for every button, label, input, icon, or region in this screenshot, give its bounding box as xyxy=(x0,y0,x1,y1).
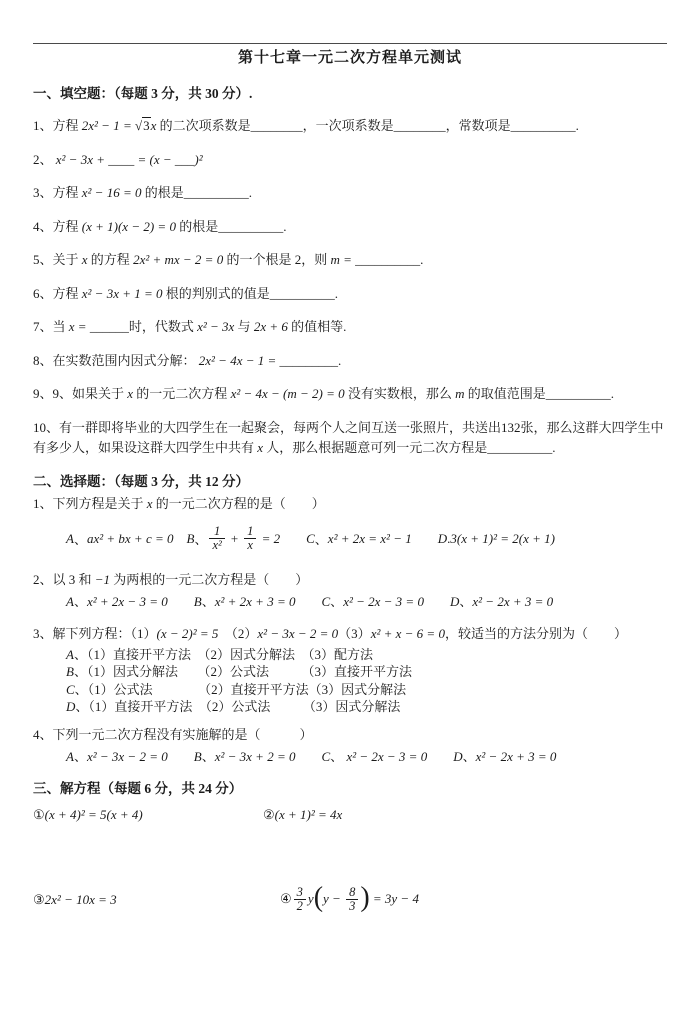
text: 的一元二次方程的是（ ） xyxy=(152,495,325,511)
math-text: x xyxy=(146,495,153,511)
text: 、 xyxy=(73,593,87,609)
text: 没有实数根，那么 xyxy=(344,386,456,401)
math-text: m xyxy=(455,386,465,401)
math-text: = (x − xyxy=(137,151,175,167)
math-text: x² + 2x − 3 = 0 xyxy=(86,593,168,609)
text: 、 xyxy=(462,748,476,764)
text: ① xyxy=(33,806,45,822)
text: （3） xyxy=(338,625,371,641)
text xyxy=(168,749,194,764)
fraction-numerator: 8 xyxy=(349,884,356,899)
math-text: 2x + 6 xyxy=(253,319,288,334)
math-text: D xyxy=(437,530,448,546)
math-text: (x + 1)² = 4x xyxy=(274,806,343,822)
text: 1、下列方程是关于 xyxy=(33,495,147,511)
section2-heading: 二、选择题：（每题 3 分，共 12 分） xyxy=(33,473,249,489)
section1-question-2 xyxy=(33,150,667,171)
math-text: x² − 16 = 0 xyxy=(81,185,142,200)
text: ② xyxy=(263,806,275,822)
text: 4、下列一元二次方程没有实施解的是（ ） xyxy=(33,726,313,742)
math-text: A xyxy=(66,593,74,609)
equation-3 xyxy=(33,892,263,908)
section2-question-3-option-b xyxy=(66,663,667,681)
fraction-denominator: 2 xyxy=(294,899,306,914)
section2-question-3-option-d xyxy=(66,698,667,716)
text: ______时，代数式 xyxy=(89,319,198,334)
text: 、 xyxy=(201,593,215,609)
section1-question-6 xyxy=(33,284,667,305)
text: 9、9、如果关于 xyxy=(33,386,128,401)
text xyxy=(295,749,321,764)
section1-question-9 xyxy=(33,384,667,405)
fraction-numerator: 1 xyxy=(247,523,254,538)
text: __________. xyxy=(355,252,424,267)
math-text: x² + 2x + 3 = 0 xyxy=(214,593,296,609)
text: 的一个根是 2，则 xyxy=(223,252,331,267)
math-text: x = xyxy=(68,319,90,334)
text xyxy=(174,529,187,548)
text: 的一元二次方程 xyxy=(133,386,231,401)
math-text: −1 xyxy=(94,571,111,587)
text: . xyxy=(447,530,451,546)
section1-question-7 xyxy=(33,317,667,338)
math-text: B xyxy=(66,664,74,679)
text: 、 xyxy=(194,532,208,547)
math-text: m = xyxy=(330,252,356,267)
text xyxy=(412,529,438,548)
math-text: 2x² − 10x = 3 xyxy=(44,891,117,907)
text: 、 xyxy=(330,748,347,764)
fraction xyxy=(294,886,306,914)
math-text: B xyxy=(186,530,195,546)
math-text: x² + x − 6 = 0 xyxy=(370,625,445,641)
text: ____ xyxy=(108,151,138,167)
equation-1 xyxy=(33,807,263,823)
math-text: D xyxy=(453,748,463,764)
text: 、 xyxy=(201,748,215,764)
worksheet-page xyxy=(0,43,700,923)
text: 7、当 xyxy=(33,319,69,334)
text: 为两根的一元二次方程是（ ） xyxy=(110,571,309,587)
text: 、 xyxy=(330,593,344,609)
math-text: x² − 3x + 1 = 0 xyxy=(81,285,163,301)
math-text: A xyxy=(66,646,74,662)
math-text: x² − 3x − 2 = 0 xyxy=(257,625,339,641)
section1-question-8 xyxy=(33,351,667,372)
text: 的根是__________. xyxy=(141,185,252,200)
math-text: x xyxy=(257,440,264,455)
text: 的二次项系数是________，一次项系数是________，常数项是__________. xyxy=(156,118,579,133)
text: 与 xyxy=(234,319,254,334)
text: 、（1）直接开平方法 （2）因式分解法 （3）配方法 xyxy=(73,646,373,662)
text: 1、方程 xyxy=(33,118,82,133)
math-text: 2x² + mx − 2 = 0 xyxy=(133,252,224,267)
text: 的值相等. xyxy=(287,319,347,334)
math-text: x xyxy=(127,386,134,401)
text: 2、 xyxy=(33,151,56,167)
document-title: 第十七章一元二次方程单元测试 xyxy=(237,50,462,66)
section2-question-1-stem xyxy=(33,494,667,514)
text: 、 xyxy=(314,532,328,547)
text: 根的判别式的值是__________. xyxy=(162,285,339,301)
section2-question-4-stem xyxy=(33,725,667,745)
math-text: y − xyxy=(323,890,345,906)
text: 、（1）直接开平方法 （2）公式法 （3）因式分解法 xyxy=(75,699,401,714)
big-paren: ( xyxy=(313,881,324,913)
section1-heading: 一、填空题：（每题 3 分，共 30 分）. xyxy=(33,86,253,101)
section2-question-1-options xyxy=(66,516,667,562)
section3-equation-row-2 xyxy=(33,877,667,923)
fraction-denominator: x xyxy=(244,538,256,553)
math-text: = 3y − 4 xyxy=(369,890,419,906)
text: 6、方程 xyxy=(33,285,82,301)
math-text: = 2 xyxy=(258,530,281,546)
text: 4、方程 xyxy=(33,218,82,234)
text: 10、有一群即将毕业的大四学生在一起聚会，每两个人之间互送一张照片，共送出132张，那么这群大四学生中有多少人，如果设这群大四学生中共有 xyxy=(33,419,664,455)
section2-question-3-option-a xyxy=(66,646,667,664)
text xyxy=(280,529,306,548)
math-text: D xyxy=(66,699,76,714)
text: 的方程 xyxy=(87,252,134,267)
section1-question-4 xyxy=(33,217,667,238)
radical-sign: √ xyxy=(134,118,143,133)
math-text: 2x² − 4x − 1 = xyxy=(198,352,280,368)
math-text: x xyxy=(81,252,88,267)
section1-question-3 xyxy=(33,183,667,204)
math-text: C xyxy=(66,681,75,697)
math-text: x xyxy=(150,118,157,133)
math-text: A xyxy=(66,748,74,764)
text: ___ xyxy=(174,151,195,167)
text: 3、解下列方程：（1） xyxy=(33,625,157,641)
section2-question-2-stem xyxy=(33,570,667,590)
math-text: x² − 3x + 2 = 0 xyxy=(214,748,296,764)
section2-question-2-options xyxy=(66,592,667,612)
fraction-denominator: x² xyxy=(209,538,224,553)
text xyxy=(427,749,453,764)
text: ④ xyxy=(280,890,292,906)
math-text: D xyxy=(449,593,460,609)
text xyxy=(168,594,194,609)
math-text: C xyxy=(321,748,331,764)
section3-heading: 三、解方程（每题 6 分，共 24 分） xyxy=(33,780,243,796)
math-text: 3(x + 1)² = 2(x + 1) xyxy=(450,530,555,546)
math-text: x² − 3x + xyxy=(55,151,109,167)
math-text: B xyxy=(193,748,202,764)
text: 的根是__________. xyxy=(175,218,287,234)
math-text: (x − 2)² = 5 xyxy=(156,625,219,641)
radicand: 3 xyxy=(143,118,150,133)
text: 、（1）因式分解法 （2）公式法 （3）直接开平方法 xyxy=(73,664,412,679)
math-text: C xyxy=(321,593,331,609)
text: 2、以 3 和 xyxy=(33,571,95,587)
top-rule xyxy=(33,43,667,44)
text: 人，那么根据题意可列一元二次方程是__________. xyxy=(263,440,556,455)
text: ③ xyxy=(33,891,45,907)
math-text: x² − 2x + 3 = 0 xyxy=(475,748,557,764)
text: 8、在实数范围内因式分解： xyxy=(33,352,199,368)
equation-2 xyxy=(263,807,667,823)
math-text: ax² + bx + c = 0 xyxy=(86,530,174,546)
section1-question-5 xyxy=(33,250,667,271)
math-text: x² − 3x xyxy=(197,319,235,334)
math-text: 2x² − 1 = xyxy=(81,118,135,133)
section2-question-4-options xyxy=(66,747,667,767)
section3-equation-row-1 xyxy=(33,803,667,827)
big-paren: ) xyxy=(360,881,370,913)
math-text: (x + 1)(x − 2) = 0 xyxy=(81,218,176,234)
math-text: + xyxy=(226,530,243,546)
math-text: x² + 2x = x² − 1 xyxy=(327,530,412,546)
math-text: A xyxy=(66,530,74,546)
text xyxy=(295,594,321,609)
fraction xyxy=(346,886,358,914)
text: 、 xyxy=(73,532,87,547)
math-text: C xyxy=(306,530,315,546)
math-text: x² − 2x − 3 = 0 xyxy=(343,593,424,609)
text: ，较适当的方法分别为（ ） xyxy=(444,625,627,641)
text xyxy=(424,594,450,609)
math-text: (x + 4)² = 5(x + 4) xyxy=(44,806,143,822)
text: _________. xyxy=(279,352,342,368)
fraction-numerator: 1 xyxy=(214,523,221,538)
math-text: x² − 2x − 3 = 0 xyxy=(346,748,428,764)
section1-question-10 xyxy=(33,418,667,459)
text: （2） xyxy=(218,625,258,641)
text: 、（1）公式法 （2）直接开平方法（3）因式分解法 xyxy=(74,681,407,697)
math-text: x² − 4x − (m − 2) = 0 xyxy=(230,386,345,401)
square-root xyxy=(135,117,151,133)
fraction-denominator: 3 xyxy=(346,899,358,914)
text: 的取值范围是__________. xyxy=(464,386,615,401)
fraction-numerator: 3 xyxy=(296,884,303,899)
math-text: x² − 3x − 2 = 0 xyxy=(86,748,168,764)
section2-question-3-option-c xyxy=(66,681,667,699)
section2-question-3-stem xyxy=(33,624,667,644)
text: 5、关于 xyxy=(33,252,82,267)
math-text: x² − 2x + 3 = 0 xyxy=(472,593,554,609)
equation-4 xyxy=(263,881,667,914)
math-text: )² xyxy=(194,151,203,167)
fraction xyxy=(209,525,224,553)
math-text: y xyxy=(307,890,314,906)
math-text: B xyxy=(193,593,202,609)
text: 3、方程 xyxy=(33,185,82,200)
fraction xyxy=(244,525,256,553)
text: 、 xyxy=(73,748,87,764)
section2-question-3-options xyxy=(33,646,667,716)
section1-question-1 xyxy=(33,116,667,137)
text: 、 xyxy=(459,593,473,609)
